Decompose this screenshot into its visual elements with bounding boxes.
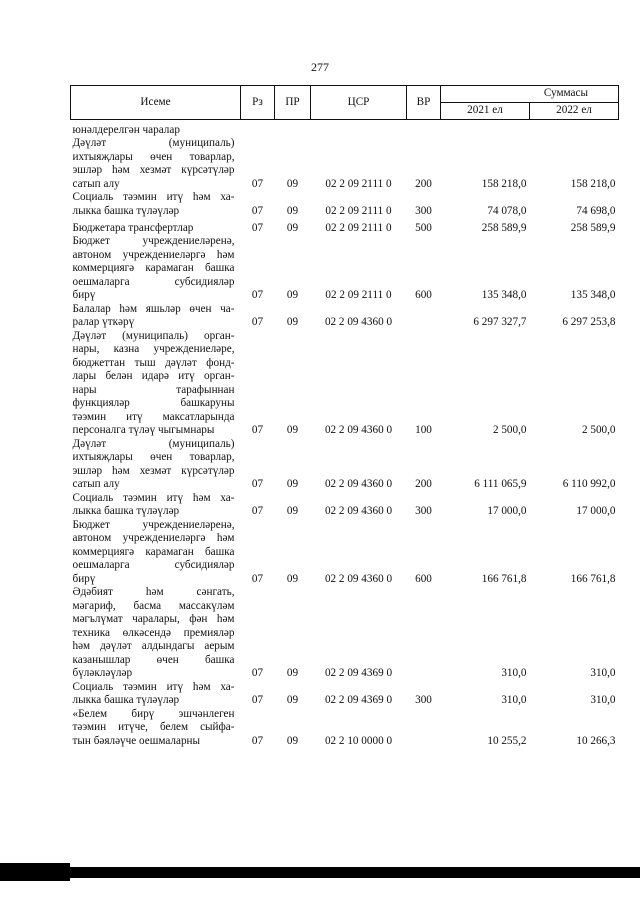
row-name — [71, 120, 241, 138]
row-vr: 600 — [415, 572, 432, 585]
row-name-line: эшләр һәм хезмәт күрсәтүләр — [72, 464, 235, 477]
row-name-line: автоном учреждениеләргә һәм — [72, 532, 235, 544]
row-name-line: Бюджет учреждениеләренә, — [72, 235, 235, 247]
row-name — [71, 681, 241, 708]
table-row — [71, 137, 619, 191]
row-rz: 07 — [251, 424, 264, 436]
row-2021: 135 348,0 — [481, 289, 527, 301]
row-rz — [241, 120, 275, 138]
row-name-line: автоном учреждениеләргә һәм — [72, 248, 235, 261]
row-csr: 02 2 09 2111 0 — [325, 204, 392, 217]
row-vr — [407, 586, 441, 681]
header-rz: Рз — [241, 86, 275, 120]
header-2022: 2022 ел — [530, 103, 619, 120]
row-pr: 09 — [286, 177, 299, 190]
row-name-line: тәэмин итү максатларында — [72, 410, 235, 423]
row-name — [71, 438, 241, 492]
row-pr: 09 — [286, 667, 299, 679]
row-name — [71, 708, 241, 749]
row-name — [71, 330, 241, 438]
table-row — [71, 492, 619, 519]
row-csr: 02 2 09 4360 0 — [324, 316, 393, 328]
row-2021: 17 000,0 — [487, 505, 527, 517]
row-name-line: лыкка башка түләүләр — [72, 694, 180, 706]
budget-table — [70, 85, 619, 748]
page-number: 277 — [311, 60, 329, 74]
row-2022: 310,0 — [590, 667, 616, 679]
row-2022: 6 297 253,8 — [562, 316, 616, 328]
row-pr: 09 — [286, 316, 299, 328]
row-name-line: функцияләр башкаруны — [72, 397, 235, 409]
row-2021: 158 218,0 — [481, 177, 527, 190]
row-csr: 02 2 09 4369 0 — [324, 694, 393, 706]
row-pr: 09 — [286, 694, 299, 706]
row-vr: 200 — [415, 478, 432, 490]
row-name-line: нары тарафыннан — [72, 383, 235, 396]
table-row — [71, 218, 619, 235]
table-row — [71, 708, 619, 749]
row-name-line: оешмаларга субсидияләр — [72, 275, 235, 288]
header-csr: ЦСР — [311, 86, 407, 120]
row-csr: 02 2 09 2111 0 — [325, 221, 392, 234]
row-vr — [407, 120, 441, 138]
row-csr: 02 2 09 4369 0 — [324, 667, 393, 679]
row-pr: 09 — [286, 289, 299, 301]
row-name — [71, 137, 241, 191]
row-name-line: ихтыяҗлары өчен товарлар, — [72, 150, 235, 163]
row-name-line: нары, казна учреждениеләре, — [72, 343, 235, 355]
row-name-line: ихтыяҗлары өчен товарлар, — [72, 451, 235, 463]
row-vr: 600 — [415, 289, 432, 301]
row-pr: 09 — [286, 204, 299, 217]
row-2022: 17 000,0 — [576, 505, 616, 517]
row-rz: 07 — [251, 734, 264, 747]
table-row — [71, 120, 619, 138]
row-name — [71, 218, 241, 235]
row-name — [71, 519, 241, 587]
row-vr — [407, 708, 441, 749]
row-rz: 07 — [251, 289, 264, 301]
header-name: Исеме — [71, 86, 241, 120]
row-2021: 74 078,0 — [487, 204, 527, 217]
row-2022: 135 348,0 — [570, 289, 616, 301]
row-name-line: бүләкләүләр — [72, 667, 133, 679]
row-csr: 02 2 09 4360 0 — [324, 572, 393, 585]
row-vr: 300 — [415, 505, 432, 517]
row-rz: 07 — [251, 694, 264, 706]
row-csr: 02 2 09 4360 0 — [324, 505, 393, 517]
row-rz: 07 — [251, 316, 264, 328]
table-header — [71, 86, 619, 120]
row-pr: 09 — [286, 424, 299, 436]
row-2021: 166 761,8 — [481, 572, 527, 585]
row-rz: 07 — [251, 177, 264, 190]
row-name-line: сатып алу — [72, 177, 120, 190]
row-2022: 158 218,0 — [570, 177, 616, 190]
header-vr: ВР — [407, 86, 441, 120]
row-name-line: бирү — [72, 572, 96, 585]
row-pr: 09 — [286, 478, 299, 490]
row-csr: 02 2 09 2111 0 — [325, 177, 392, 190]
row-csr: 02 2 09 2111 0 — [325, 289, 392, 301]
row-2022: 10 266,3 — [576, 734, 616, 747]
row-pr — [275, 120, 311, 138]
row-2022: 2 500,0 — [581, 424, 616, 436]
table-row — [71, 303, 619, 330]
row-2021: 2 500,0 — [492, 424, 527, 436]
row-name — [71, 492, 241, 519]
row-2021: 258 589,9 — [481, 221, 527, 234]
row-name-line: лары белән идарә итү орган- — [72, 370, 235, 382]
row-name-line: сатып алу — [72, 478, 120, 490]
row-csr: 02 2 09 4360 0 — [324, 478, 393, 490]
row-rz: 07 — [251, 505, 264, 517]
row-2021: 310,0 — [501, 694, 527, 706]
row-name-line: лыкка башка түләүләр — [72, 204, 180, 217]
row-name-line: Дәүләт (муниципаль) орган- — [72, 329, 235, 342]
row-vr: 300 — [415, 694, 432, 706]
header-pr: ПР — [275, 86, 311, 120]
row-name-line: коммерциягә карамаган башка — [72, 545, 235, 558]
row-csr: 02 2 10 0000 0 — [324, 734, 393, 747]
scan-edge-bottom — [0, 867, 640, 878]
row-name-line: Дәүләт (муниципаль) — [72, 137, 235, 149]
row-vr: 500 — [415, 221, 432, 234]
row-name-line: техника өлкәсендә премияләр — [72, 626, 235, 639]
row-name — [71, 586, 241, 681]
row-name-line: лыкка башка түләүләр — [72, 505, 180, 517]
row-2021: 10 255,2 — [487, 734, 527, 747]
header-2021: 2021 ел — [441, 103, 530, 120]
row-name-line: бирү — [72, 289, 96, 301]
row-2021: 310,0 — [501, 667, 527, 679]
row-name-line: Бюджетара трансфертлар — [72, 221, 194, 234]
row-rz: 07 — [251, 667, 264, 679]
header-sums: Суммасы — [441, 86, 619, 103]
row-vr: 300 — [415, 204, 432, 217]
row-name-line: персоналга түләү чыгымнары — [72, 424, 215, 436]
table-body — [71, 120, 619, 749]
row-name-line: Социаль тәэмин итү һәм ха- — [72, 680, 235, 693]
row-name-line: юнәлдерелгән чаралар — [72, 123, 180, 136]
row-name — [71, 235, 241, 303]
row-name-line: мәгълүмат чаралары, фән һәм — [72, 613, 235, 625]
row-2022: 166 761,8 — [570, 572, 616, 585]
row-vr: 200 — [415, 177, 432, 190]
row-pr: 09 — [286, 572, 299, 585]
row-name-line: ралар үткәрү — [72, 316, 135, 328]
row-name-line: казанышлар өчен башка — [72, 653, 235, 666]
table-row — [71, 586, 619, 681]
row-2022: 258 589,9 — [570, 221, 616, 234]
row-pr: 09 — [286, 734, 299, 747]
table-row — [71, 438, 619, 492]
row-name-line: Балалар һәм яшьләр өчен ча- — [72, 302, 235, 315]
row-name-line: Дәүләт (муниципаль) — [72, 437, 235, 450]
row-name-line: оешмаларга субсидияләр — [72, 559, 235, 571]
row-name-line: коммерциягә карамаган башка — [72, 262, 235, 274]
row-vr: 100 — [415, 424, 432, 436]
row-rz: 07 — [251, 572, 264, 585]
table-row — [71, 330, 619, 438]
table-row — [71, 191, 619, 218]
table-row — [71, 519, 619, 587]
row-2022: 74 698,0 — [576, 204, 616, 217]
row-2022 — [530, 120, 619, 138]
table-row — [71, 681, 619, 708]
row-rz: 07 — [251, 221, 264, 234]
row-name-line: мәгариф, басма массакүләм — [72, 599, 235, 612]
row-2022: 6 110 992,0 — [562, 478, 616, 490]
row-name — [71, 303, 241, 330]
row-2022: 310,0 — [590, 694, 616, 706]
row-2021 — [441, 120, 530, 138]
row-name-line: Әдәбият һәм сәнгать, — [72, 586, 235, 598]
table-row — [71, 235, 619, 303]
row-rz: 07 — [251, 204, 264, 217]
row-name-line: бюджеттан тыш дәүләт фонд- — [72, 356, 235, 369]
row-name-line: эшләр һәм хезмәт күрсәтүләр — [72, 164, 235, 176]
row-csr — [311, 120, 407, 138]
row-csr: 02 2 09 4360 0 — [324, 424, 393, 436]
row-2021: 6 111 065,9 — [474, 478, 527, 490]
row-pr: 09 — [286, 221, 299, 234]
row-pr: 09 — [286, 505, 299, 517]
row-name-line: тын бәяләүче оешмаларны — [72, 734, 201, 747]
row-name-line: Бюджет учреждениеләренә, — [72, 518, 235, 531]
row-name-line: Социаль тәэмин итү һәм ха- — [72, 491, 235, 504]
row-rz: 07 — [251, 478, 264, 490]
row-vr — [407, 303, 441, 330]
row-name-line: тәэмин итүче, белем сыйфа- — [72, 721, 235, 733]
row-name-line: һәм дәүләт алдындагы аерым — [72, 640, 235, 652]
row-name — [71, 191, 241, 218]
row-2021: 6 297 327,7 — [473, 316, 527, 328]
row-name-line: Социаль тәэмин итү һәм ха- — [72, 191, 235, 203]
row-name-line: «Белем бирү эшчәнлеген — [72, 707, 235, 720]
